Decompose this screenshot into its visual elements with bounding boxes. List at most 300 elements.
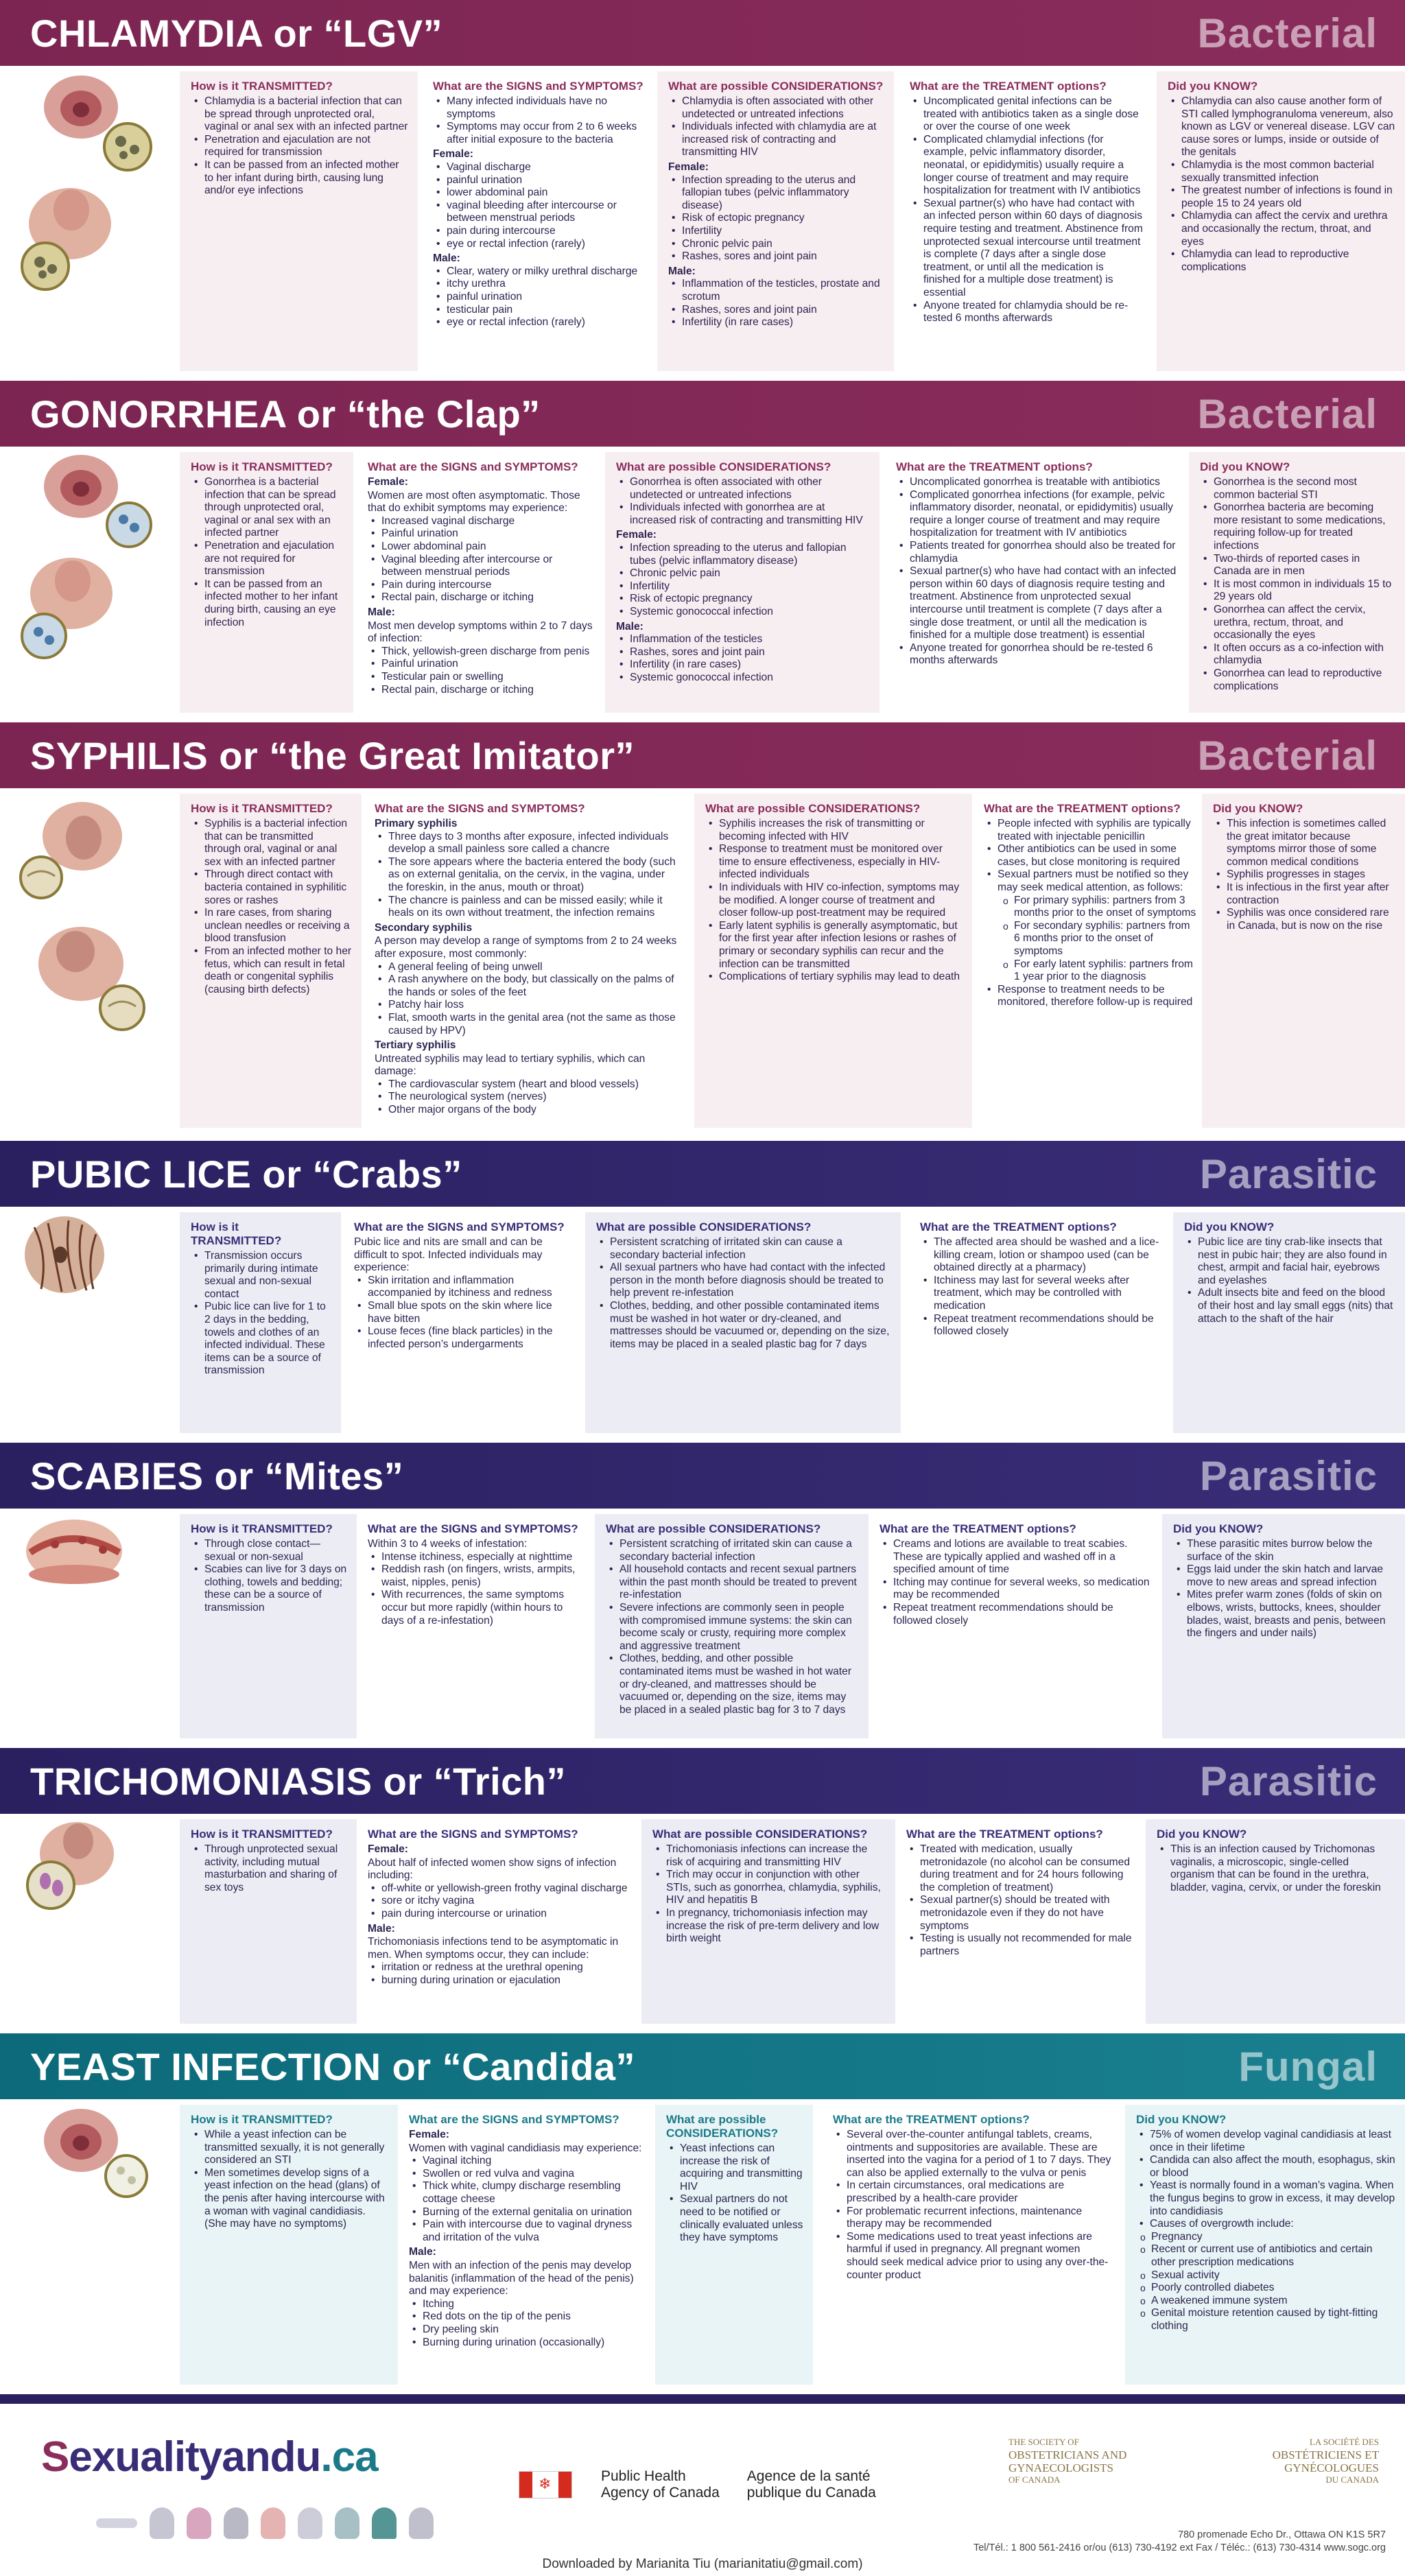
list-item: o A weakened immune system — [1151, 2295, 1395, 2308]
secondary-label: Secondary syphilis — [375, 921, 473, 934]
bullet-list — [368, 1961, 635, 1987]
bullet-list — [1157, 1843, 1395, 1894]
bullet-list — [433, 161, 646, 250]
list-item: o Genital moisture retention caused by tight-fitting clothing — [1151, 2307, 1395, 2332]
column-heading: Did you KNOW? — [1184, 1220, 1275, 1233]
infection-type: Parasitic — [1199, 1452, 1378, 1499]
sogc-address — [947, 2529, 1386, 2555]
list-item: • In individuals with HIV co-infection, symptoms may be modified. A longer course of treatment and closer follow-up post-treatment may be required — [719, 882, 963, 920]
list-item: • Sexual partner(s) who have had contact with an infected person within 60 days of diagnosis require testing and treatment. Abstinence from unprotected sexual intercourse until treatment is complete (7 days after a single dose treatment, or until all the medication is finished for a multiple dose treatment) is essential — [910, 565, 1177, 642]
section-title: GONORRHEA or “the Clap” — [30, 392, 541, 436]
anatomy-illustration — [0, 66, 175, 381]
list-item: • Sexual partner(s) should be treated with metronidazole even if they do not have symptoms — [920, 1894, 1140, 1933]
list-item: • Candida can also affect the mouth, esophagus, skin or blood — [1150, 2154, 1395, 2179]
list-item: • Syphilis increases the risk of transmitting or becoming infected with HIV — [719, 818, 963, 843]
signs-column — [357, 1514, 593, 1738]
heading-line-1: What are possible — [666, 2113, 766, 2126]
list-item: • Rectal pain, discharge or itching — [381, 684, 594, 697]
canada-flag-icon: ❄ — [519, 2471, 572, 2498]
section-header — [0, 1443, 1405, 1509]
list-item: • Repeat treatment recommendations should be followed closely — [893, 1602, 1153, 1627]
bullet-list — [896, 476, 1177, 667]
female-label: Female: — [368, 1843, 408, 1855]
sogc-fr-2: OBSTÉTRICIENS ET — [1272, 2448, 1379, 2461]
bullet-list — [616, 542, 870, 619]
list-item: • Gonorrhea can affect the cervix, urethra, rectum, throat, and occasionally the eyes — [1214, 604, 1395, 642]
list-item: • Inflammation of the testicles — [630, 633, 870, 646]
anatomy-illustration — [0, 788, 175, 1137]
column-heading: What are the SIGNS and SYMPTOMS? — [368, 1522, 578, 1535]
logo-s: S — [41, 2433, 69, 2481]
sogc-fr-3: GYNÉCOLOGUES — [1284, 2461, 1379, 2474]
treatment-column — [885, 452, 1187, 713]
list-item: • Gonorrhea bacteria are becoming more resistant to some medications, requiring follow-up for treated infections — [1214, 501, 1395, 552]
sexualityandu-logo[interactable] — [41, 2433, 378, 2481]
column-heading: Did you KNOW? — [1173, 1522, 1264, 1535]
list-item: • The greatest number of infections is found in people 15 to 24 years old — [1181, 185, 1395, 210]
sogc-en-4: OF CANADA — [1008, 2474, 1061, 2485]
list-item: • testicular pain — [447, 304, 646, 317]
list-item: • Infertility (in rare cases) — [682, 316, 884, 329]
section-pubic-lice — [0, 1141, 1405, 1443]
section-title: SYPHILIS or “the Great Imitator” — [30, 733, 635, 777]
list-item: • Complicated gonorrhea infections (for example, pelvic inflammatory disorder, neonatal, or epididymitis) usually require a longer course of treatment and may require hospitalization for treatment with IV antibiotics — [910, 489, 1177, 540]
didyouknow-column — [1162, 1514, 1405, 1738]
section-header — [0, 722, 1405, 788]
sogc-fr-1: LA SOCIÉTÉ DES — [1309, 2437, 1379, 2447]
signs-column — [357, 1819, 645, 2024]
address-line: 780 promenade Echo Dr., Ottawa ON K1S 5R7 — [1177, 2529, 1386, 2540]
list-item: • Early latent syphilis is generally asymptomatic, but for the first year after infection lesions or rashes of primary or secondary syphilis can recur and the infection can be transmitted — [719, 920, 963, 971]
section-title: TRICHOMONIASIS or “Trich” — [30, 1759, 566, 1803]
male-label: Male: — [368, 606, 395, 618]
bullet-list — [433, 95, 646, 146]
tertiary-label: Tertiary syphilis — [375, 1039, 456, 1052]
list-item: • Vaginal itching — [423, 2155, 646, 2168]
column-heading: How is it TRANSMITTED? — [191, 460, 333, 473]
list-item: • Louse feces (fine black particles) in the infected person’s undergarments — [368, 1325, 574, 1351]
column-heading: What are the SIGNS and SYMPTOMS? — [368, 460, 578, 473]
list-item: • Testing is usually not recommended for male partners — [920, 1933, 1140, 1958]
bullet-list — [375, 831, 682, 920]
column-heading: What are possible CONSIDERATIONS? — [652, 1828, 868, 1841]
list-item: • Rashes, sores and joint pain — [630, 646, 870, 659]
list-item: • off-white or yellowish-green frothy vaginal discharge — [381, 1882, 635, 1895]
infection-type: Bacterial — [1197, 732, 1378, 779]
iud-icon — [187, 2507, 211, 2539]
list-item: • Men sometimes develop signs of a yeast infection on the head (glans) of the penis after having intercourse with a woman with vaginal candidiasis. (She may have no symptoms) — [204, 2167, 390, 2231]
list-item: • Dry peeling skin — [423, 2324, 646, 2337]
list-item: • Skin irritation and inflammation accompanied by itchiness and redness — [368, 1275, 574, 1300]
column-heading: What are the TREATMENT options? — [896, 460, 1093, 473]
bullet-list — [1200, 476, 1395, 693]
bullet-list — [906, 1843, 1140, 1958]
considerations-column — [585, 1212, 901, 1433]
list-item: • The chancre is painless and can be missed easily; while it heals on its own without treatment, the infection remains — [388, 895, 682, 920]
list-item: o For primary syphilis: partners from 3 months prior to the onset of symptoms — [1014, 895, 1196, 920]
section-header — [0, 2033, 1405, 2099]
column-heading: Did you KNOW? — [1168, 80, 1258, 93]
section-header — [0, 381, 1405, 447]
ring-icon — [150, 2507, 174, 2539]
list-item: • Gonorrhea can lead to reproductive complications — [1214, 667, 1395, 693]
list-item: • Adult insects bite and feed on the blood of their host and lay small eggs (nits) that attach to the shaft of the hair — [1198, 1287, 1395, 1325]
bullet-list — [616, 633, 870, 684]
bullet-list — [984, 984, 1196, 1009]
list-item: • Symptoms may occur from 2 to 6 weeks after initial exposure to the bacteria — [447, 121, 646, 146]
anatomy-illustration — [0, 2099, 175, 2394]
list-item: • Persistent scratching of irritated skin can cause a secondary bacterial infection — [610, 1236, 891, 1262]
male-label: Male: — [433, 252, 460, 265]
public-health-agency-logo — [519, 2468, 904, 2501]
column-heading: What are possible CONSIDERATIONS? — [668, 80, 884, 93]
list-item: • Other major organs of the body — [388, 1104, 682, 1117]
list-item: • Sexual partner(s) who have had contact with an infected person within 60 days of diagnosis require testing and treatment. Abstinence from unprotected sexual intercourse until treatment is complete (7 days after a single dose treatment, or until all the medication is finished for a multiple dose treatment) is essential — [923, 198, 1143, 300]
sogc-en-2: OBSTETRICIANS AND — [1008, 2448, 1127, 2461]
list-item: o Pregnancy — [1151, 2231, 1395, 2244]
list-item: • Many infected individuals have no symptoms — [447, 95, 646, 121]
column-heading: What are possible CONSIDERATIONS? — [705, 802, 921, 815]
column-heading: What are possible CONSIDERATIONS? — [616, 460, 831, 473]
bullet-list — [433, 265, 646, 329]
bullet-list — [191, 95, 408, 198]
list-item: • A rash anywhere on the body, but classically on the palms of the hands or soles of the feet — [388, 973, 682, 999]
signs-intro: Pubic lice and nits are small and can be difficult to spot. Infected individuals may experience: — [354, 1236, 543, 1274]
list-item: • Complications of tertiary syphilis may lead to death — [719, 971, 963, 984]
female-label: Female: — [409, 2129, 449, 2140]
infection-type: Bacterial — [1197, 390, 1378, 437]
condom-icon — [96, 2518, 137, 2528]
sogc-en-3: GYNAECOLOGISTS — [1008, 2461, 1113, 2474]
list-item: o Recent or current use of antibiotics and certain other prescription medications — [1151, 2243, 1395, 2269]
list-item: • Clear, watery or milky urethral discharge — [447, 265, 646, 279]
list-item: • eye or rectal infection (rarely) — [447, 238, 646, 251]
considerations-column — [655, 2105, 813, 2385]
column-heading: What are the SIGNS and SYMPTOMS? — [433, 80, 644, 93]
female-intro: Women with vaginal candidiasis may experience: — [409, 2142, 642, 2154]
list-item: • It is most common in individuals 15 to 29 years old — [1214, 578, 1395, 604]
list-item: • Penetration and ejaculation are not required for transmission — [204, 540, 344, 578]
list-item: • Rashes, sores and joint pain — [682, 250, 884, 263]
list-item: • Pubic lice are tiny crab-like insects that nest in pubic hair; they are also found in chest, armpit and facial hair, eyebrows and eyelashes — [1198, 1236, 1395, 1287]
list-item: • A general feeling of being unwell — [388, 961, 682, 974]
section-gonorrhea — [0, 381, 1405, 722]
list-item: • Risk of ectopic pregnancy — [682, 212, 884, 225]
column-heading: What are the TREATMENT options? — [920, 1220, 1117, 1233]
bullet-list — [368, 1882, 635, 1921]
bullet-list — [1184, 1236, 1395, 1325]
list-item: • Clothes, bedding, and other possible contaminated items must be washed in hot water or dry-cleaned, and mattresses should be vacuumed or, depending on the size, items may be placed in a sealed plastic bag for 7 days — [610, 1300, 891, 1351]
signs-intro: Within 3 to 4 weeks of infestation: — [368, 1538, 528, 1550]
transmitted-column — [180, 1819, 358, 2024]
list-item: • Other antibiotics can be used in some cases, but close monitoring is required — [997, 843, 1196, 868]
list-item: • Lower abdominal pain — [381, 541, 594, 554]
bullet-list — [191, 476, 344, 629]
transmitted-column — [180, 1514, 357, 1738]
sponge-icon — [298, 2507, 322, 2539]
device-icon — [409, 2507, 434, 2539]
bullet-list — [920, 1236, 1164, 1338]
primary-label: Primary syphilis — [375, 818, 458, 829]
list-item: • Infection spreading to the uterus and fallopian tubes (pelvic inflammatory disease) — [682, 174, 884, 213]
list-item: • Itching — [423, 2298, 646, 2311]
section-header — [0, 0, 1405, 66]
list-item: • painful urination — [447, 291, 646, 304]
bullet-list — [1136, 2231, 1395, 2333]
list-item: • Swollen or red vulva and vagina — [423, 2168, 646, 2181]
list-item: • Pubic lice can live for 1 to 2 days in the bedding, towels and clothes of an infected individual. These items can be a source of transmission — [204, 1301, 331, 1378]
list-item: • Burning of the external genitalia on urination — [423, 2206, 646, 2219]
column-heading: Did you KNOW? — [1200, 460, 1290, 473]
list-item: • In pregnancy, trichomoniasis infection may increase the risk of pre-term delivery and low birth weight — [666, 1907, 886, 1946]
list-item: • Painful urination — [381, 658, 594, 671]
bullet-list — [409, 2155, 646, 2244]
female-label: Female: — [433, 148, 473, 161]
column-heading: What are the TREATMENT options? — [906, 1828, 1103, 1841]
column-heading: What are possible CONSIDERATIONS? — [606, 1522, 821, 1535]
list-item: • Creams and lotions are available to treat scabies. These are typically applied and washed off in a specified amount of time — [893, 1538, 1153, 1576]
didyouknow-column — [1125, 2105, 1405, 2385]
signs-column — [364, 794, 692, 1128]
list-item: • Gonorrhea is often associated with other undetected or untreated infections — [630, 476, 870, 501]
considerations-column — [694, 794, 972, 1128]
list-item: • Persistent scratching of irritated skin can cause a secondary bacterial infection — [619, 1538, 860, 1563]
list-item: • Chlamydia can lead to reproductive complications — [1181, 248, 1395, 274]
list-item: • In rare cases, from sharing unclean needles or receiving a blood transfusion — [204, 907, 352, 945]
didyouknow-column — [1189, 452, 1405, 713]
column-heading: What are the TREATMENT options? — [910, 80, 1107, 93]
list-item: • Several over-the-counter antifungal tablets, creams, ointments and suppositories are available. These are inserted into the vagina for a period of 1 to 7 days. They can also be applied externally to the vulva or penis — [847, 2129, 1114, 2179]
treatment-column — [822, 2105, 1124, 2385]
column-heading: Did you KNOW? — [1157, 1828, 1247, 1841]
infection-type: Parasitic — [1199, 1758, 1378, 1804]
bullet-list — [666, 2142, 803, 2245]
section-yeast-infection — [0, 2033, 1405, 2394]
list-item: • Gonorrhea is the second most common bacterial STI — [1214, 476, 1395, 501]
list-item: • Small blue spots on the skin where lice have bitten — [368, 1300, 574, 1325]
list-item: • Systemic gonococcal infection — [630, 606, 870, 619]
footer — [0, 2394, 1405, 2576]
list-item: • Syphilis was once considered rare in Canada, but is now on the rise — [1227, 907, 1395, 932]
list-item: • Repeat treatment recommendations should be followed closely — [934, 1313, 1164, 1338]
transmitted-column — [180, 452, 353, 713]
list-item: • Uncomplicated gonorrhea is treatable with antibiotics — [910, 476, 1177, 489]
list-item: • Infection spreading to the uterus and fallopian tubes (pelvic inflammatory disease) — [630, 542, 870, 567]
bullet-list — [1213, 818, 1395, 932]
list-item: o For early latent syphilis: partners from 1 year prior to the diagnosis — [1014, 958, 1196, 984]
bullet-list — [984, 818, 1196, 895]
list-item: • Sexual partners must be notified so they may seek medical attention, as follows: — [997, 868, 1196, 894]
bullet-list — [1168, 95, 1395, 274]
download-notice: Downloaded by Marianita Tiu (marianitatiu@gmail.com) — [542, 2557, 863, 2571]
bullet-list — [596, 1236, 891, 1351]
bullet-list — [368, 646, 594, 696]
list-item: • Red dots on the tip of the penis — [423, 2311, 646, 2324]
list-item: • This infection is sometimes called the great imitator because symptoms mirror those of some common medical conditions — [1227, 818, 1395, 868]
list-item: • Infertility — [630, 580, 870, 593]
list-item: • Response to treatment must be monitored over time to ensure effectiveness, especially in HIV-infected individuals — [719, 843, 963, 882]
bullet-list — [705, 818, 963, 984]
bullet-list — [191, 2129, 390, 2231]
anatomy-illustration — [0, 447, 175, 722]
logo-domain: .ca — [320, 2433, 378, 2481]
list-item: • Syphilis progresses in stages — [1227, 868, 1395, 882]
list-item: • Intense itchiness, especially at nighttime — [381, 1551, 584, 1564]
list-item: • Thick white, clumpy discharge resembling cottage cheese — [423, 2180, 646, 2206]
list-item: • Sexual partners do not need to be notified or clinically evaluated unless they have symptoms — [680, 2193, 803, 2244]
male-label: Male: — [668, 265, 696, 277]
column-heading: What are the SIGNS and SYMPTOMS? — [409, 2113, 619, 2126]
list-item: • Pain with intercourse due to vaginal dryness and irritation of the vulva — [423, 2219, 646, 2244]
list-item: • Testicular pain or swelling — [381, 671, 594, 684]
list-item: • Rashes, sores and joint pain — [682, 304, 884, 317]
column-heading: What are the TREATMENT options? — [833, 2113, 1030, 2126]
male-label: Male: — [409, 2246, 436, 2258]
list-item: • sore or itchy vagina — [381, 1895, 635, 1908]
list-item: • burning during urination or ejaculation — [381, 1974, 635, 1987]
list-item: • Rectal pain, discharge or itching — [381, 591, 594, 604]
bullet-list — [1173, 1538, 1395, 1640]
column-heading: What are the SIGNS and SYMPTOMS? — [375, 802, 585, 815]
didyouknow-column — [1173, 1212, 1405, 1433]
treatment-column — [895, 1819, 1149, 2024]
footer-divider — [0, 2394, 1405, 2404]
list-item: • Mites prefer warm zones (folds of skin on elbows, wrists, buttocks, knees, shoulder blades, waist, breasts and penis, between the fingers and under nails) — [1187, 1589, 1395, 1640]
signs-column — [343, 1212, 583, 1433]
lice-illustration — [0, 1207, 175, 1443]
list-item: • Chlamydia is often associated with other undetected or untreated infections — [682, 95, 884, 121]
list-item: • From an infected mother to her fetus, which can result in fetal death or congenital syphilis (causing birth defects) — [204, 945, 352, 996]
list-item: • Chronic pelvic pain — [630, 567, 870, 580]
list-item: • All sexual partners who have had contact with the infected person in the month before diagnosis should be treated to help prevent re-infestation — [610, 1262, 891, 1300]
list-item: • Trich may occur in conjunction with other STIs, such as gonorrhea, chlamydia, syphilis, HIV and hepatitis B — [666, 1869, 886, 1907]
list-item: • Response to treatment needs to be monitored, therefore follow-up is required — [997, 984, 1196, 1009]
list-item: • pain during intercourse — [447, 225, 646, 238]
section-title: CHLAMYDIA or “LGV” — [30, 11, 443, 55]
column-heading: Did you KNOW? — [1213, 802, 1303, 815]
section-trichomoniasis — [0, 1748, 1405, 2033]
didyouknow-column — [1146, 1819, 1405, 2024]
list-item: • This is an infection caused by Trichomonas vaginalis, a microscopic, single-celled organism that can be found in the urethra, bladder, vagina, cervix, or under the foreskin — [1170, 1843, 1395, 1894]
bullet-list — [833, 2129, 1114, 2282]
list-item: • The affected area should be washed and a lice-killing cream, lotion or shampoo used (can be obtained directly at a pharmacy) — [934, 1236, 1164, 1275]
bullet-list — [191, 1843, 349, 1894]
section-title: PUBIC LICE or “Crabs” — [30, 1152, 462, 1196]
bullet-list — [616, 476, 870, 527]
list-item: • It often occurs as a co-infection with chlamydia — [1214, 642, 1395, 667]
didyouknow-column — [1202, 794, 1405, 1128]
list-item: • Thick, yellowish-green discharge from penis — [381, 646, 594, 659]
list-item: • Gonorrhea is a bacterial infection that can be spread through unprotected oral, vaginal or anal sex with an infected partner — [204, 476, 344, 540]
list-item: • Uncomplicated genital infections can be treated with antibiotics taken as a single dose or over the course of one week — [923, 95, 1143, 134]
column-heading: Did you KNOW? — [1136, 2113, 1227, 2126]
column-heading: How is it TRANSMITTED? — [191, 1828, 333, 1841]
list-item: • It can be passed from an infected mother to her infant during birth, causing an eye infection — [204, 578, 344, 629]
list-item: • Flat, smooth warts in the genital area (not the same as those caused by HPV) — [388, 1012, 682, 1037]
list-item: • Infertility — [682, 225, 884, 238]
pill-icon — [224, 2507, 248, 2539]
list-item: • Systemic gonococcal infection — [630, 672, 870, 685]
male-label: Male: — [368, 1922, 395, 1935]
column-heading: What are the SIGNS and SYMPTOMS? — [368, 1828, 578, 1841]
treatment-column — [909, 1212, 1173, 1433]
list-item: • Two-thirds of reported cases in Canada are in men — [1214, 553, 1395, 578]
agency-en-line-2: Agency of Canada — [601, 2485, 720, 2501]
section-header — [0, 1748, 1405, 1814]
transmitted-column — [180, 71, 418, 371]
signs-column — [422, 71, 655, 371]
section-title: SCABIES or “Mites” — [30, 1454, 404, 1498]
list-item: • pain during intercourse or urination — [381, 1908, 635, 1921]
transmitted-column — [180, 1212, 341, 1433]
agency-en-line-1: Public Health — [601, 2468, 686, 2484]
column-heading: What are the TREATMENT options? — [984, 802, 1181, 815]
list-item: o For secondary syphilis: partners from 6 months prior to the onset of symptoms — [1014, 920, 1196, 958]
section-syphilis — [0, 722, 1405, 1137]
list-item: • Chlamydia is a bacterial infection that can be spread through unprotected oral, vaginal or anal sex with an infected partner — [204, 95, 408, 134]
male-intro: Trichomoniasis infections tend to be asymptomatic in men. When symptoms occur, they can include: — [368, 1936, 619, 1961]
list-item: • In certain circumstances, oral medications are prescribed by a health-care provider — [847, 2179, 1114, 2205]
list-item: • Pain during intercourse — [381, 579, 594, 592]
column-heading: How is it TRANSMITTED? — [191, 80, 333, 93]
mushroom-icon — [372, 2507, 397, 2539]
logo-main: exualityandu — [69, 2433, 321, 2481]
list-item: • Anyone treated for chlamydia should be re-tested 6 months afterwards — [923, 300, 1143, 325]
female-intro: About half of infected women show signs of infection including: — [368, 1856, 617, 1882]
list-item: • Complicated chlamydial infections (for example, pelvic inflammatory disorder, neonatal, or epididymitis) usually require a longer course of treatment and may require hospitalization for treatment with IV antibiotics — [923, 134, 1143, 198]
treatment-column — [899, 71, 1153, 371]
transmitted-column — [180, 2105, 399, 2385]
list-item: • painful urination — [447, 174, 646, 187]
list-item: • Three days to 3 months after exposure, infected individuals develop a small painless sore called a chancre — [388, 831, 682, 856]
treatment-column — [973, 794, 1206, 1128]
list-item: • Painful urination — [381, 528, 594, 541]
secondary-intro: A person may develop a range of symptoms from 2 to 24 weeks after exposure, most commonly: — [375, 935, 677, 960]
list-item: • Individuals infected with chlamydia are at increased risk of contracting and transmitting HIV — [682, 121, 884, 159]
list-item: • Through close contact—sexual or non-sexual — [204, 1538, 347, 1563]
list-item: • Through unprotected sexual activity, including mutual masturbation and sharing of sex toys — [204, 1843, 349, 1894]
list-item: • Reddish rash (on fingers, wrists, armpits, waist, nipples, penis) — [381, 1563, 584, 1589]
bullet-list — [375, 1078, 682, 1117]
column-heading: How is it TRANSMITTED? — [191, 1220, 282, 1247]
considerations-column — [595, 1514, 869, 1738]
list-item: • Burning during urination (occasionally) — [423, 2337, 646, 2350]
list-item: • Itchiness may last for several weeks after treatment, which may be controlled with medication — [934, 1275, 1164, 1313]
bullet-list — [652, 1843, 886, 1946]
section-title: YEAST INFECTION or “Candida” — [30, 2044, 636, 2088]
list-item: o Poorly controlled diabetes — [1151, 2282, 1395, 2295]
bullet-list — [354, 1275, 574, 1351]
column-heading: How is it TRANSMITTED? — [191, 802, 333, 815]
list-item: • People infected with syphilis are typically treated with injectable penicillin — [997, 818, 1196, 843]
section-header — [0, 1141, 1405, 1207]
list-item: • It can be passed from an infected mother to her infant during birth, causing lung and/or eye infections — [204, 159, 408, 198]
list-item: • Inflammation of the testicles, prostate and scrotum — [682, 278, 884, 303]
bullet-list — [375, 961, 682, 1038]
column-heading: What are the TREATMENT options? — [879, 1522, 1076, 1535]
considerations-column — [657, 71, 894, 371]
male-intro: Men with an infection of the penis may develop balanitis (inflammation of the head of the penis) and may experience: — [409, 2259, 634, 2297]
list-item: • While a yeast infection can be transmitted sexually, it is not generally considered an STI — [204, 2129, 390, 2167]
section-chlamydia — [0, 0, 1405, 381]
list-item: • Penetration and ejaculation are not required for transmission — [204, 134, 408, 159]
list-item: • Infertility (in rare cases) — [630, 659, 870, 672]
list-item: • Transmission occurs primarily during intimate sexual and non-sexual contact — [204, 1250, 331, 1301]
female-intro: Women are most often asymptomatic. Those that do exhibit symptoms may experience: — [368, 489, 580, 515]
list-item: • Chlamydia is the most common bacterial sexually transmitted infection — [1181, 159, 1395, 185]
list-item: • For problematic recurrent infections, maintenance therapy may be recommended — [847, 2206, 1114, 2231]
list-item: • vaginal bleeding after intercourse or between menstrual periods — [447, 200, 646, 225]
